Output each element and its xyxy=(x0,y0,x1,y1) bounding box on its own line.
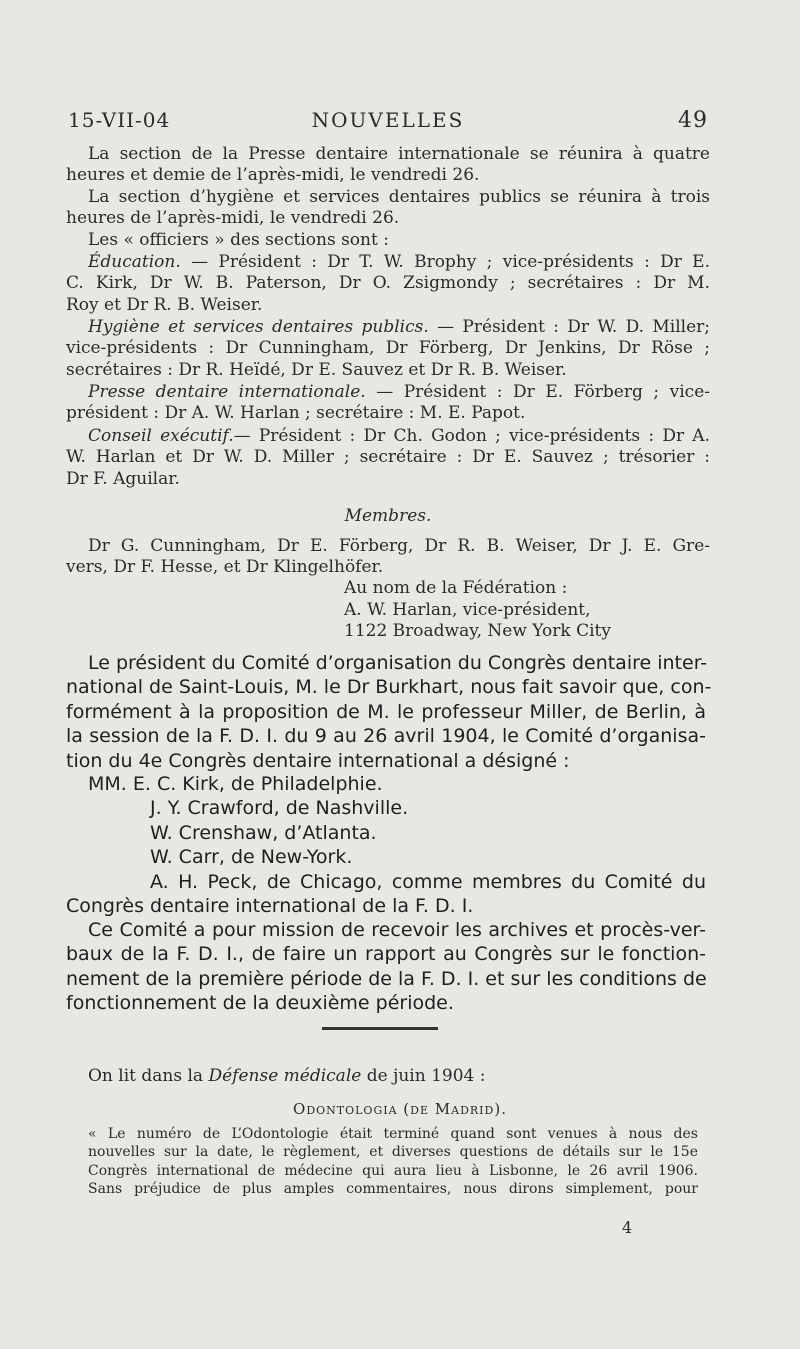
text-line: la session de la F. D. I. du 9 au 26 avril 1904, le Comité d’organisa- xyxy=(66,725,706,748)
text-line: vers, Dr F. Hesse, et Dr Klingelhöfer. xyxy=(66,557,384,578)
text-line: — Président : Dr E. Förberg ; vice- xyxy=(365,382,711,402)
source-title: Défense médicale xyxy=(208,1066,362,1086)
paragraph-officiers xyxy=(66,230,710,251)
section-hygiene xyxy=(66,317,710,381)
member-line: J. Y. Crawford, de Nashville. xyxy=(150,797,409,820)
text-line: Ce Comité a pour mission de recevoir les archives et procès-ver- xyxy=(88,919,706,941)
paragraph-congres xyxy=(66,651,712,773)
text-line: W. Harlan et Dr W. D. Miller ; secrétaire : Dr E. Sauvez ; trésorier : xyxy=(66,447,710,468)
text-line: Roy et Dr R. B. Weiser. xyxy=(66,294,263,315)
signature-block xyxy=(344,578,611,643)
text-line: — Président : Dr T. W. Brophy ; vice-présidents : Dr E. xyxy=(180,252,710,272)
header-date: 15-VII-04 xyxy=(68,108,171,132)
text-line: tion du 4e Congrès dentaire international a désigné : xyxy=(66,749,570,772)
member-line: W. Carr, de New-York. xyxy=(150,846,353,869)
section-divider xyxy=(322,1027,438,1030)
section-education xyxy=(66,252,710,316)
text-line: Dr F. Aguilar. xyxy=(66,468,180,489)
text-line: « Le numéro de L’Odontologie était terminé quand sont venues à nous des xyxy=(88,1126,698,1142)
text-line: La section d’hygiène et services dentaires publics se réunira à trois xyxy=(88,187,710,207)
text-line: Dr G. Cunningham, Dr E. Förberg, Dr R. B. Weiser, Dr J. E. Gre- xyxy=(88,536,710,556)
paragraph-mission xyxy=(66,918,706,1016)
text-line: — Président : Dr W. D. Miller; xyxy=(437,317,711,337)
text-line: heures et demie de l’après-midi, le vendredi 26. xyxy=(66,165,480,186)
text-line: Sans préjudice de plus amples commentaires, nous dirons simplement, pour xyxy=(88,1181,698,1198)
lead-text: On lit dans la xyxy=(88,1066,209,1086)
member-line: A. H. Peck, de Chicago, comme membres du Comité du xyxy=(150,870,706,893)
section-label: Presse dentaire internationale. xyxy=(88,382,366,402)
text-line: national de Saint-Louis, M. le Dr Burkhart, nous fait savoir que, con- xyxy=(66,676,712,699)
lead-line xyxy=(88,1066,485,1086)
text-line: Les « officiers » des sections sont : xyxy=(88,230,389,250)
section-label: Conseil exécutif. xyxy=(88,426,234,446)
paragraph-hygiene-section xyxy=(66,187,710,230)
text-line: président : Dr A. W. Harlan ; secrétaire : M. E. Papot. xyxy=(66,403,526,424)
quote-block xyxy=(88,1125,698,1199)
text-line: C. Kirk, Dr W. B. Paterson, Dr O. Zsigmondy ; secrétaires : Dr M. xyxy=(66,273,710,294)
lead-text: de juin 1904 : xyxy=(361,1066,486,1086)
text-line: Le président du Comité d’organisation du Congrès dentaire inter- xyxy=(88,652,708,674)
running-header xyxy=(68,108,708,136)
text-line: nement de la première période de la F. D. I. et sur les conditions de xyxy=(66,967,707,990)
membres-list xyxy=(66,536,710,579)
section-conseil xyxy=(66,426,710,490)
signature-folio: 4 xyxy=(622,1218,633,1237)
section-label: Éducation. xyxy=(88,252,181,272)
text-line: — Président : Dr Ch. Godon ; vice-présidents : Dr A. xyxy=(233,426,710,446)
signature-line: 1122 Broadway, New York City xyxy=(344,621,611,642)
text-line: heures de l’après-midi, le vendredi 26. xyxy=(66,208,400,229)
text-line: Congrès international de médecine qui aura lieu à Lisbonne, le 26 avril 1906. xyxy=(88,1162,698,1179)
signature-line: Au nom de la Fédération : xyxy=(344,578,568,598)
quote-heading: Odontologia (de Madrid). xyxy=(293,1100,507,1118)
member-line: W. Crenshaw, d’Atlanta. xyxy=(150,821,377,844)
comite-members xyxy=(66,772,706,918)
text-line: La section de la Presse dentaire internationale se réunira à quatre xyxy=(88,144,710,164)
membres-heading: Membres. xyxy=(344,506,432,526)
signature-line: A. W. Harlan, vice-président, xyxy=(344,599,591,620)
text-line: nouvelles sur la date, le règlement, et diverses questions de détails sur le 15e xyxy=(88,1144,698,1161)
member-line: Congrès dentaire international de la F. D. I. xyxy=(66,895,474,918)
header-title: NOUVELLES xyxy=(311,108,465,132)
page-number: 49 xyxy=(678,108,708,133)
text-line: baux de la F. D. I., de faire un rapport au Congrès sur le fonction- xyxy=(66,943,706,966)
member-line: MM. E. C. Kirk, de Philadelphie. xyxy=(88,773,383,795)
text-line: fonctionnement de la deuxième période. xyxy=(66,992,454,1015)
text-line: secrétaires : Dr R. Heïdé, Dr E. Sauvez et Dr R. B. Weiser. xyxy=(66,359,567,380)
paragraph-presse-section xyxy=(66,144,710,187)
text-line: formément à la proposition de M. le professeur Miller, de Berlin, à xyxy=(66,700,706,723)
section-presse xyxy=(66,382,710,425)
text-line: vice-présidents : Dr Cunningham, Dr Förberg, Dr Jenkins, Dr Röse ; xyxy=(66,338,710,359)
section-label: Hygiène et services dentaires publics. xyxy=(88,317,429,337)
